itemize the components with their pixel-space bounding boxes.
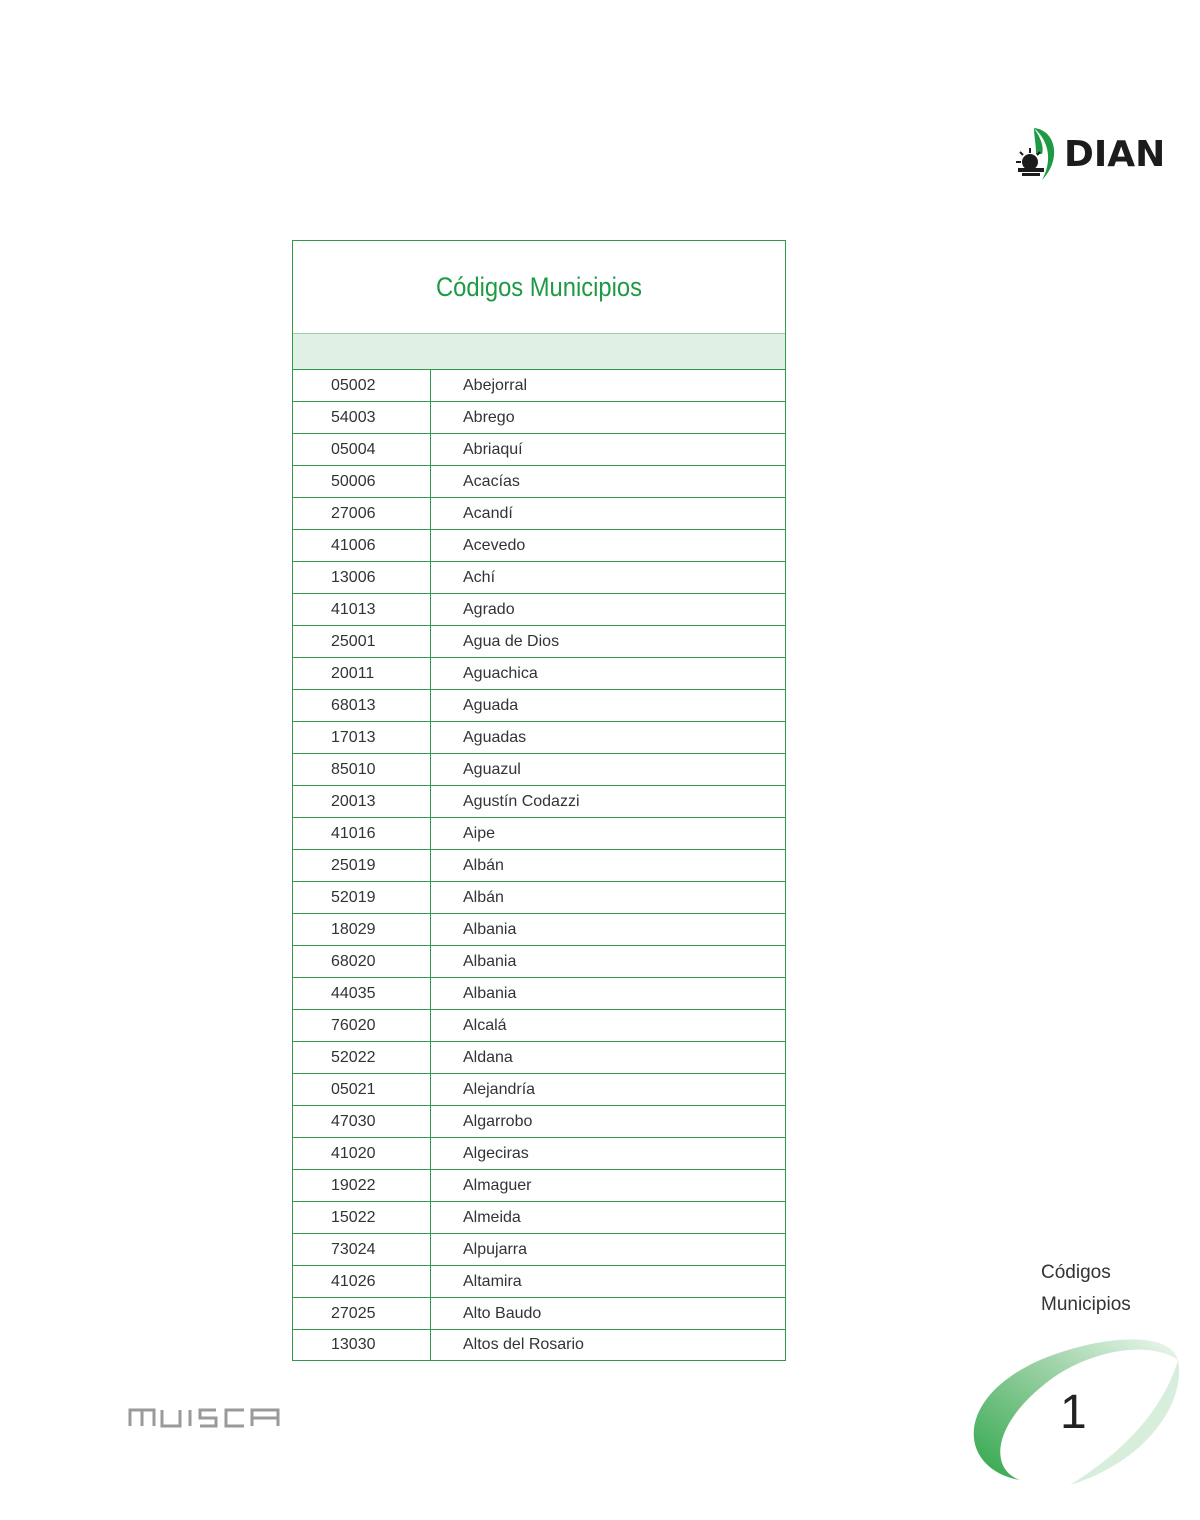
municipality-code-cell: 13006 [293,562,431,593]
page-number: 1 [1060,1386,1087,1439]
side-section-label [1041,1257,1131,1321]
municipality-name-cell: Aguazul [463,760,521,778]
table-row [293,881,785,913]
municipality-name-cell: Acevedo [463,536,526,554]
table-row [293,1105,785,1137]
municipality-name-cell: Aldana [463,1048,513,1066]
municipality-name-cell: Albania [463,984,517,1002]
table-row [293,1297,785,1329]
municipality-code-cell: 18029 [293,914,431,945]
municipality-name-cell: Almeida [463,1208,521,1226]
municipality-code-cell: 20013 [293,786,431,817]
table-row [293,849,785,881]
municipality-code-cell: 41020 [293,1138,431,1169]
municipality-code-cell: 19022 [293,1170,431,1201]
municipality-code-cell: 05002 [293,370,431,401]
table-row [293,721,785,753]
municipality-name-cell: Abrego [463,408,515,426]
logo-text: DIAN [1064,134,1166,175]
table-row [293,913,785,945]
municipality-name-cell: Agua de Dios [463,632,560,650]
table-header-band [293,333,785,369]
table-row [293,593,785,625]
municipality-code-cell: 15022 [293,1202,431,1233]
municipality-code-cell: 25001 [293,626,431,657]
table-title: Códigos Municipios [435,271,643,302]
table-row [293,1329,785,1361]
municipality-code-cell: 41006 [293,530,431,561]
municipality-name-cell: Acandí [463,504,513,522]
municipality-name-cell: Albania [463,952,517,970]
municipality-code-cell: 17013 [293,722,431,753]
table-row [293,497,785,529]
municipality-name-cell: Alejandría [463,1080,536,1098]
table-row [293,1201,785,1233]
municipality-code-cell: 05021 [293,1074,431,1105]
table-row [293,1073,785,1105]
muisca-watermark-logo [128,1406,288,1428]
municipality-codes-table [292,240,786,1361]
municipality-code-cell: 76020 [293,1010,431,1041]
table-row [293,689,785,721]
municipality-code-cell: 54003 [293,402,431,433]
municipality-name-cell: Aguadas [463,728,527,746]
dian-logo [1012,126,1166,186]
table-row [293,817,785,849]
municipality-name-cell: Albania [463,920,517,938]
table-row [293,529,785,561]
municipality-name-cell: Agrado [463,600,515,618]
table-row [293,1169,785,1201]
municipality-code-cell: 50006 [293,466,431,497]
table-body [293,369,785,1361]
municipality-name-cell: Aguada [463,696,519,714]
table-row [293,369,785,401]
side-label-line-2: Municipios [1041,1294,1131,1315]
municipality-name-cell: Acacías [463,472,520,490]
municipality-name-cell: Achí [463,568,496,586]
municipality-code-cell: 52019 [293,882,431,913]
table-row [293,977,785,1009]
municipality-name-cell: Alto Baudo [463,1304,542,1322]
table-row [293,753,785,785]
municipality-name-cell: Almaguer [463,1176,532,1194]
municipality-code-cell: 25019 [293,850,431,881]
municipality-name-cell: Altamira [463,1272,522,1290]
municipality-name-cell: Alcalá [463,1016,507,1034]
municipality-code-cell: 85010 [293,754,431,785]
table-row [293,657,785,689]
municipality-code-cell: 20011 [293,658,431,689]
table-row [293,1041,785,1073]
municipality-code-cell: 73024 [293,1234,431,1265]
table-row [293,945,785,977]
table-row [293,1233,785,1265]
municipality-name-cell: Agustín Codazzi [463,792,580,810]
table-row [293,1137,785,1169]
table-row [293,401,785,433]
municipality-code-cell: 41026 [293,1266,431,1297]
municipality-name-cell: Abejorral [463,376,528,394]
municipality-code-cell: 27006 [293,498,431,529]
municipality-code-cell: 41016 [293,818,431,849]
municipality-name-cell: Albán [463,856,504,874]
table-row [293,433,785,465]
municipality-name-cell: Altos del Rosario [463,1336,584,1353]
municipality-name-cell: Algeciras [463,1144,529,1162]
table-row [293,561,785,593]
table-row [293,465,785,497]
municipality-code-cell: 44035 [293,978,431,1009]
municipality-name-cell: Abriaquí [463,440,523,458]
side-label-line-1: Códigos [1041,1262,1111,1283]
municipality-code-cell: 52022 [293,1042,431,1073]
municipality-code-cell: 05004 [293,434,431,465]
table-row [293,1009,785,1041]
dian-emblem-icon [1012,126,1064,182]
municipality-name-cell: Aguachica [463,664,538,682]
municipality-name-cell: Albán [463,888,504,906]
municipality-code-cell: 41013 [293,594,431,625]
municipality-code-cell: 47030 [293,1106,431,1137]
municipality-code-cell: 68013 [293,690,431,721]
table-row [293,785,785,817]
table-row [293,1265,785,1297]
municipality-code-cell: 68020 [293,946,431,977]
municipality-name-cell: Aipe [463,824,496,842]
municipality-name-cell: Alpujarra [463,1240,528,1258]
municipality-name-cell: Algarrobo [463,1112,533,1130]
municipality-code-cell: 13030 [293,1330,431,1360]
table-row [293,625,785,657]
municipality-code-cell: 27025 [293,1298,431,1329]
